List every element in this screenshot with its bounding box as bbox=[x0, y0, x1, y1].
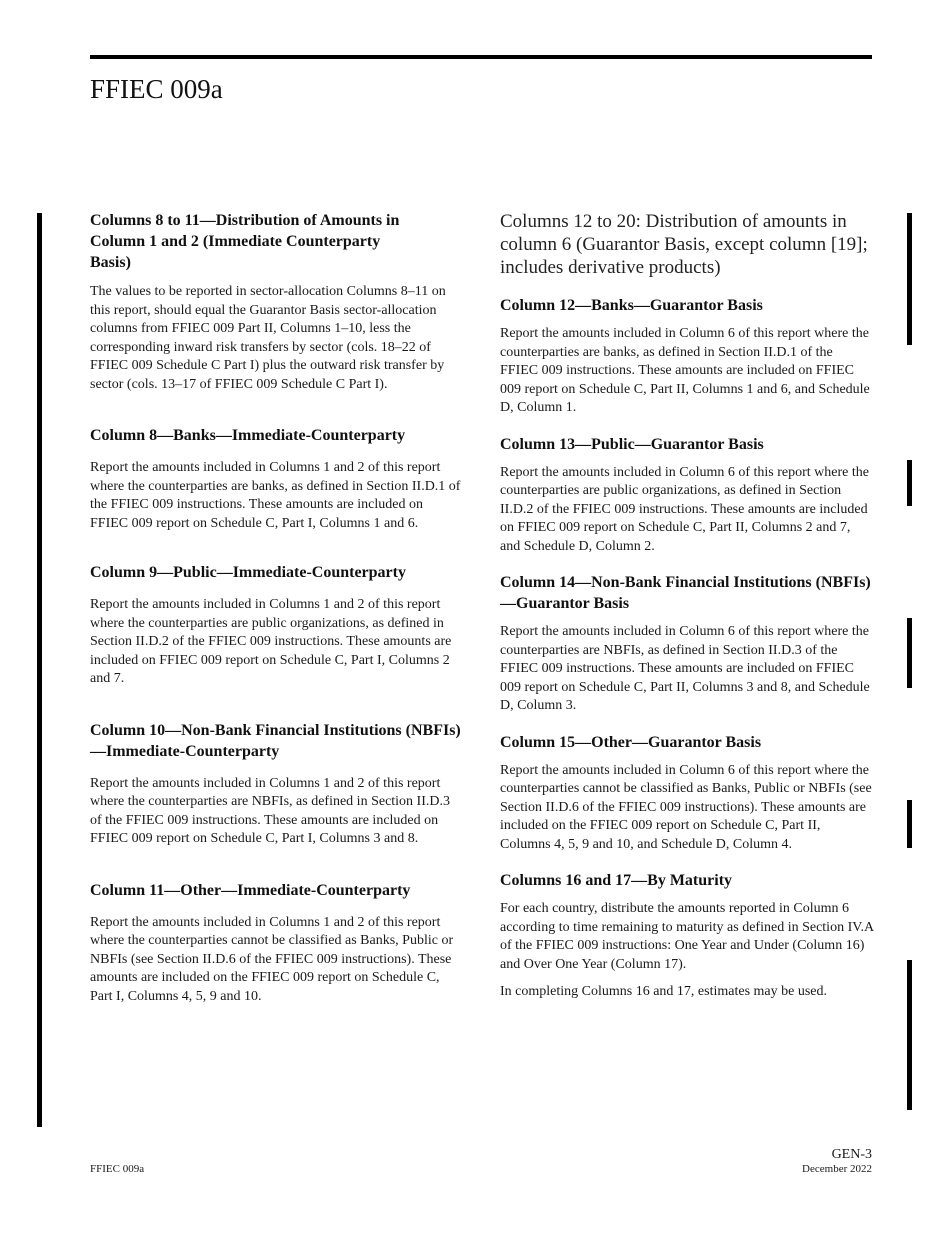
section-body: Report the amounts included in Column 6 of this report where the counterparties cannot be classified as Banks, Public or NBFIs (see Section II.D.6 of the FFIEC 009 instructions). These amounts are included on the FFIEC 009 report on Schedule C, Part II, Columns 4, 5, 9 and 10, and Schedule D, Column 4. bbox=[500, 762, 872, 852]
section-heading: Columns 8 to 11—Distribution of Amounts in Column 1 and 2 (Immediate Counterparty Basis) bbox=[90, 212, 400, 271]
section-heading: Column 10—Non-Bank Financial Institutions (NBFIs)—Immediate-Counterparty bbox=[90, 721, 461, 760]
section-body: Report the amounts included in Column 6 of this report where the counterparties are banks, as defined in Section II.D.1 of the FFIEC 009 instructions. These amounts are included on FFIEC 009 report on Schedule C, Part II, Columns 1 and 6, and Schedule D, Column 1. bbox=[500, 326, 870, 415]
top-rule bbox=[90, 55, 872, 59]
section-body: For each country, distribute the amounts reported in Column 6 according to time remaining to maturity as defined in Section IV.A of the FFIEC 009 instructions: One Year and Under (Column 16) and Over One Year (Column 17). bbox=[500, 901, 874, 972]
footer-date: December 2022 bbox=[802, 1163, 872, 1175]
section-heading: Column 13—Public—Guarantor Basis bbox=[500, 435, 764, 453]
section-body: The values to be reported in sector-allocation Columns 8–11 on this report, should equal the Guarantor Basis sector-allocation columns from FFIEC 009 Part II, Columns 1–10, less the corresponding inward risk transfers by sector (cols. 18–22 of FFIEC 009 Schedule C Part I) plus the outward risk transfer by sector (cols. 13–17 of FFIEC 009 Schedule C Part I). bbox=[90, 284, 446, 392]
section-body: Report the amounts included in Column 6 of this report where the counterparties are NBFIs, as defined in Section II.D.3 of the FFIEC 009 instructions. These amounts are included on FFIEC 009 report on Schedule C, Part II, Columns 3 and 8, and Schedule D, Column 3. bbox=[500, 624, 870, 713]
page-title: FFIEC 009a bbox=[90, 74, 223, 104]
change-bar bbox=[907, 618, 912, 688]
change-bar bbox=[907, 800, 912, 848]
section-body: Report the amounts included in Columns 1 and 2 of this report where the counterparties are public organizations, as defined in Section II.D.2 of the FFIEC 009 instructions. These amounts are included on FFIEC 009 report on Schedule C, Part I, Columns 2 and 7. bbox=[90, 597, 452, 686]
page-number: GEN-3 bbox=[831, 1147, 872, 1162]
footer-form-name: FFIEC 009a bbox=[90, 1163, 145, 1175]
section-body: Report the amounts included in Column 6 of this report where the counterparties are public organizations, as defined in Section II.D.2 of the FFIEC 009 instructions. These amounts are included on FFIEC 009 report on Schedule C, Part II, Columns 2 and 7, and Schedule D, Column 2. bbox=[500, 464, 869, 554]
change-bar bbox=[907, 460, 912, 506]
change-bar bbox=[37, 213, 42, 1127]
change-bar bbox=[907, 213, 912, 345]
left-column bbox=[90, 210, 464, 1006]
right-column bbox=[500, 210, 874, 1002]
intro-heading: Columns 12 to 20: Distribution of amounts in column 6 (Guarantor Basis, except column [19]; includes derivative products) bbox=[500, 211, 868, 278]
section-heading: Column 11—Other—Immediate-Counterparty bbox=[90, 881, 411, 899]
change-bar bbox=[907, 960, 912, 1110]
section-heading: Column 12—Banks—Guarantor Basis bbox=[500, 297, 763, 314]
section-heading: Column 8—Banks—Immediate-Counterparty bbox=[90, 427, 406, 444]
section-heading: Column 9—Public—Immediate-Counterparty bbox=[90, 564, 406, 581]
section-heading: Column 15—Other—Guarantor Basis bbox=[500, 733, 762, 751]
section-heading: Columns 16 and 17—By Maturity bbox=[500, 872, 733, 889]
section-body: Report the amounts included in Columns 1 and 2 of this report where the counterparties are banks, as defined in Section II.D.1 of the FFIEC 009 instructions. These amounts are included on FFIEC 009 report on Schedule C, Part I, Columns 1 and 6. bbox=[90, 460, 461, 531]
section-body: In completing Columns 16 and 17, estimates may be used. bbox=[500, 984, 828, 999]
section-body: Report the amounts included in Columns 1 and 2 of this report where the counterparties cannot be classified as Banks, Public or NBFIs (see Section II.D.6 of the FFIEC 009 instructions). These amounts are included on the FFIEC 009 report on Schedule C, Part I, Columns 4, 5, 9 and 10. bbox=[90, 914, 454, 1004]
section-body: Report the amounts included in Columns 1 and 2 of this report where the counterparties are NBFIs, as defined in Section II.D.3 of the FFIEC 009 instructions. These amounts are included on FFIEC 009 report on Schedule C, Part I, Columns 3 and 8. bbox=[90, 775, 450, 846]
section-heading: Column 14—Non-Bank Financial Institutions (NBFIs)—Guarantor Basis bbox=[500, 574, 871, 612]
